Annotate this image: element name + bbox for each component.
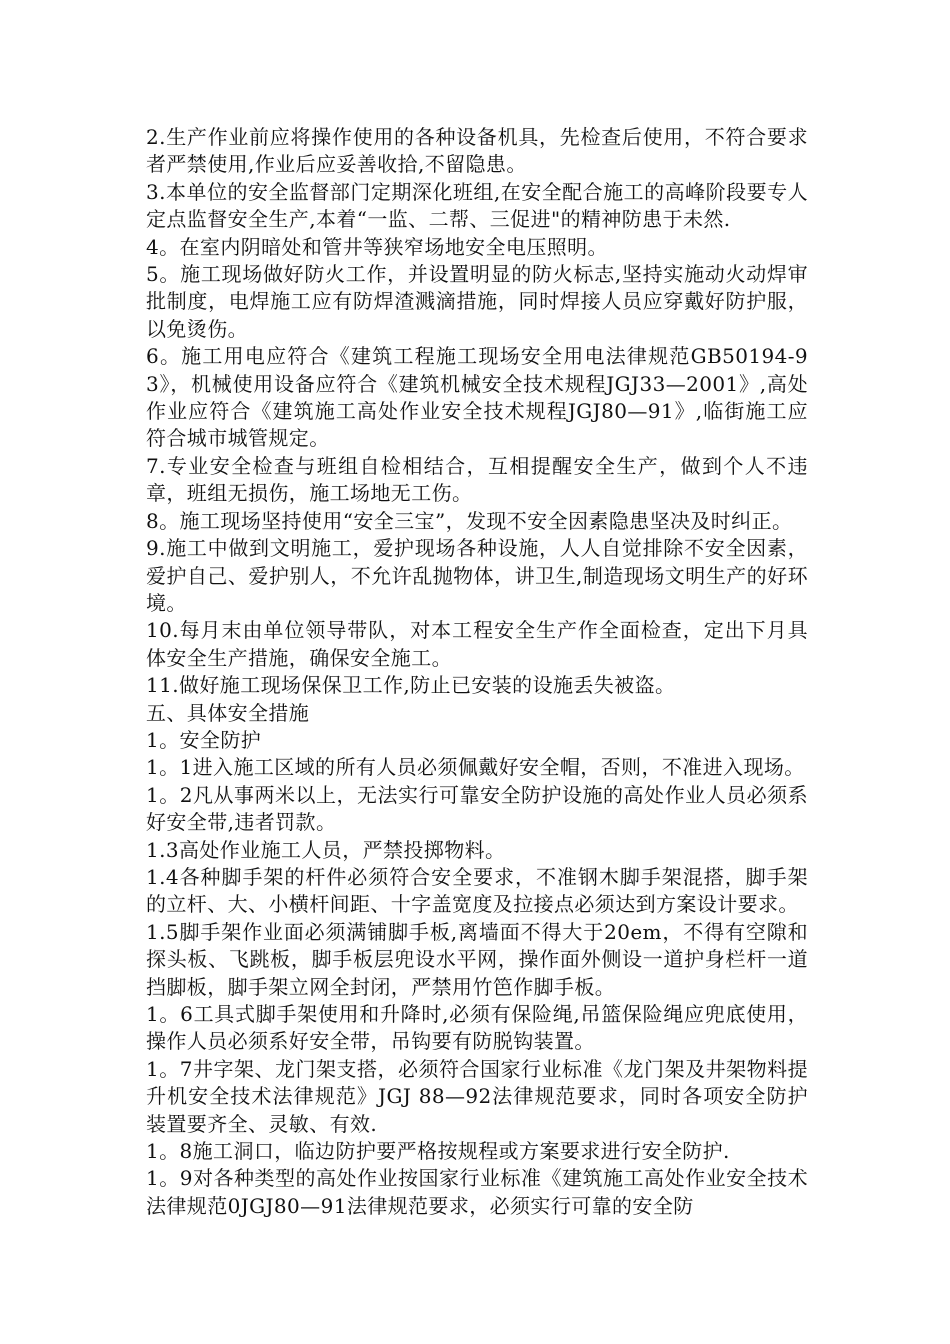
paragraph-item-4: 4。在室内阴暗处和管井等狭窄场地安全电压照明。 xyxy=(146,234,608,259)
clause-1-2: 1。2凡从事两米以上，无法实行可靠安全防护设施的高处作业人员必须系好安全带,违者罚款。 xyxy=(146,782,808,835)
clause-1-3: 1.3高处作业施工人员，严禁投掷物料。 xyxy=(146,837,506,862)
paragraph-item-3: 3.本单位的安全监督部门定期深化班组,在安全配合施工的高峰阶段要专人定点监督安全生产,本着“一监、二帮、三促进"的精神防患于未然. xyxy=(146,179,808,232)
document-body xyxy=(146,124,808,1220)
clause-1-9: 1。9对各种类型的高处作业按国家行业标准《建筑施工高处作业安全技术法律规范0JGJ80—91法律规范要求，必须实行可靠的安全防 xyxy=(146,1166,808,1218)
paragraph-item-2: 2.生产作业前应将操作使用的各种设备机具，先检查后使用，不符合要求者严禁使用,作业后应妥善收拾,不留隐患。 xyxy=(146,125,808,177)
paragraph-item-11: 11.做好施工现场保保卫工作,防止已安装的设施丢失被盗。 xyxy=(146,673,676,698)
clause-1-7: 1。7井字架、龙门架支搭，必须符合国家行业标准《龙门架及井架物料提升机安全技术法律规范》JGJ 88—92法律规范要求，同时各项安全防护装置要齐全、灵敏、有效. xyxy=(146,1056,808,1136)
clause-1-5: 1.5脚手架作业面必须满铺脚手板,离墙面不得大于20em，不得有空隙和探头板、飞跳板，脚手板层兜设水平网，操作面外侧设一道护身栏杆一道挡脚板，脚手架立网全封闭，严禁用竹笆作脚手板。 xyxy=(146,919,808,999)
paragraph-item-7: 7.专业安全检查与班组自检相结合，互相提醒安全生产，做到个人不违章，班组无损伤，施工场地无工伤。 xyxy=(146,453,808,506)
section-heading-5: 五、具体安全措施 xyxy=(146,700,310,725)
paragraph-item-9: 9.施工中做到文明施工，爱护现场各种设施，人人自觉排除不安全因素，爱护自己、爱护别人，不允许乱抛物体，讲卫生,制造现场文明生产的好环境。 xyxy=(146,536,808,615)
clause-1-4: 1.4各种脚手架的杆件必须符合安全要求，不准钢木脚手架混搭，脚手架的立杆、大、小横杆间距、十字盖宽度及拉接点必须达到方案设计要求。 xyxy=(146,864,808,917)
clause-1-8: 1。8施工洞口，临边防护要严格按规程或方案要求进行安全防护. xyxy=(146,1139,730,1164)
clause-1-6: 1。6工具式脚手架使用和升降时,必须有保险绳,吊篮保险绳应兜底使用，操作人员必须系好安全带，吊钩要有防脱钩装置。 xyxy=(146,1002,808,1054)
subsection-heading-1: 1。安全防护 xyxy=(146,727,262,752)
clause-1-1: 1。1进入施工区域的所有人员必须佩戴好安全帽，否则，不准进入现场。 xyxy=(146,755,805,780)
paragraph-item-10: 10.每月末由单位领导带队，对本工程安全生产作全面检查，定出下月具体安全生产措施，确保安全施工。 xyxy=(146,618,808,670)
paragraph-item-8: 8。施工现场坚持使用“安全三宝”，发现不安全因素隐患坚决及时纠正。 xyxy=(146,508,793,533)
paragraph-item-5: 5。施工现场做好防火工作，并设置明显的防火标志,坚持实施动火动焊审批制度，电焊施工应有防焊渣溅滴措施，同时焊接人员应穿戴好防护服，以免烫伤。 xyxy=(146,262,808,341)
paragraph-item-6: 6。施工用电应符合《建筑工程施工现场安全用电法律规范GB50194-93》，机械使用设备应符合《建筑机械安全技术规程JGJ33—2001》,高处作业应符合《建筑施工高处作业安全技术规程JGJ80—91》,临街施工应符合城市城管规定。 xyxy=(146,344,808,451)
